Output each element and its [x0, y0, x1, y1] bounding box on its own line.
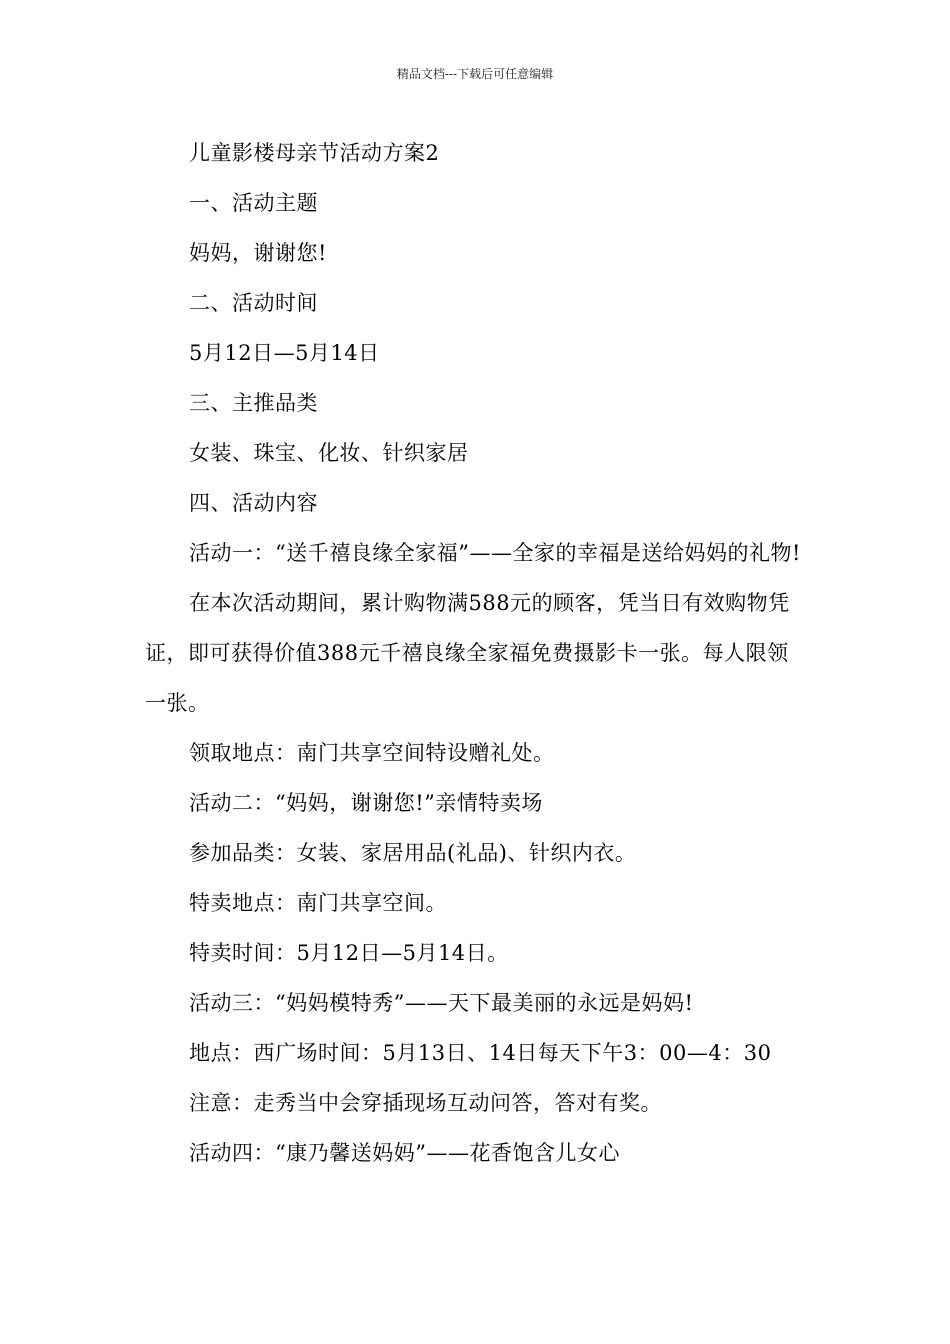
section-heading-categories: 三、主推品类 — [189, 391, 318, 415]
time-text: 5月12日—5月14日 — [189, 341, 380, 365]
section-heading-time: 二、活动时间 — [189, 291, 318, 315]
page-header: 精品文档---下载后可任意编辑 — [396, 67, 554, 81]
document-body — [145, 128, 810, 1178]
activity-two-location: 特卖地点：南门共享空间。 — [189, 891, 447, 915]
section-heading-content: 四、活动内容 — [189, 491, 318, 515]
document-title: 儿童影楼母亲节活动方案2 — [189, 141, 440, 165]
activity-three-location-time: 地点：西广场时间：5月13日、14日每天下午3：00—4：30 — [189, 1041, 772, 1065]
activity-four-title: 活动四：“康乃馨送妈妈”——花香饱含儿女心 — [189, 1141, 620, 1165]
activity-one-title: 活动一：“送千禧良缘全家福”——全家的幸福是送给妈妈的礼物! — [189, 541, 801, 565]
section-heading-theme: 一、活动主题 — [189, 191, 318, 215]
activity-two-title: 活动二：“妈妈，谢谢您!”亲情特卖场 — [189, 791, 543, 815]
theme-text: 妈妈，谢谢您! — [189, 241, 327, 265]
activity-two-time: 特卖时间：5月12日—5月14日。 — [189, 941, 509, 965]
activity-one-description: 在本次活动期间，累计购物满588元的顾客，凭当日有效购物凭证，即可获得价值388元千禧良缘全家福免费摄影卡一张。每人限领一张。 — [145, 591, 790, 715]
activity-one-location: 领取地点：南门共享空间特设赠礼处。 — [189, 741, 555, 765]
categories-text: 女装、珠宝、化妆、针织家居 — [189, 441, 469, 465]
activity-three-title: 活动三：“妈妈模特秀”——天下最美丽的永远是妈妈! — [189, 991, 694, 1015]
activity-two-categories: 参加品类：女装、家居用品(礼品)、针织内衣。 — [189, 841, 637, 865]
activity-three-note: 注意：走秀当中会穿插现场互动问答，答对有奖。 — [189, 1091, 662, 1115]
